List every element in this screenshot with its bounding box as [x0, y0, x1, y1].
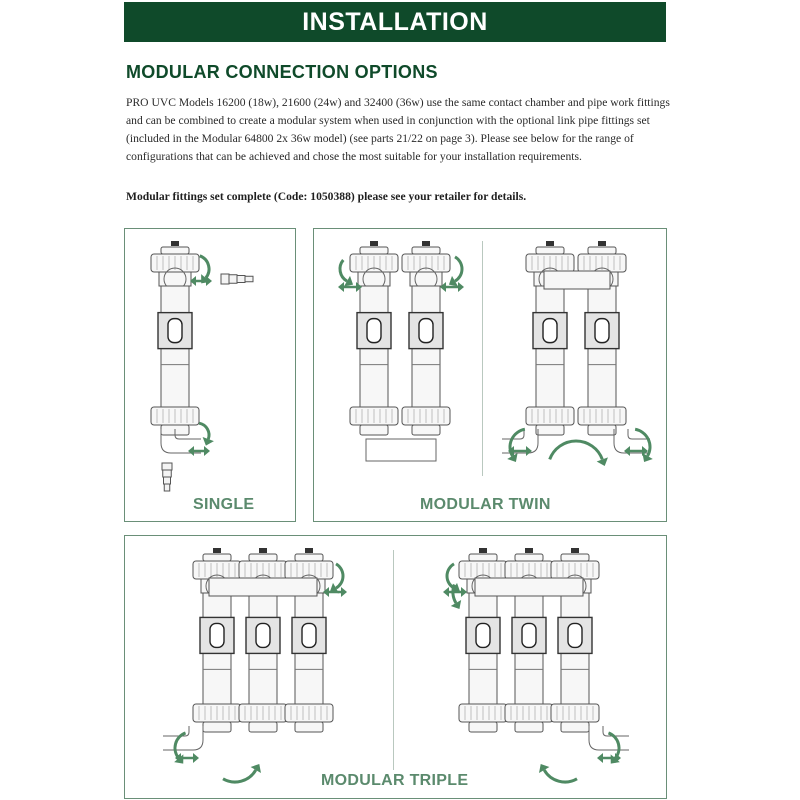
top-cap: [203, 554, 231, 561]
window-lens: [256, 623, 270, 647]
top-knob: [305, 548, 313, 553]
single-caption: SINGLE: [193, 496, 255, 513]
top-knob: [546, 241, 554, 246]
uv-unit: [239, 548, 287, 732]
page-title: INSTALLATION: [302, 7, 488, 36]
window-lens: [522, 623, 536, 647]
uv-unit: [578, 241, 626, 435]
base-cap: [515, 722, 543, 732]
top-link: [544, 271, 610, 289]
rotate-arrow-icon: [449, 257, 462, 286]
elbow-pipe: [502, 429, 538, 453]
twin-caption: MODULAR TWIN: [420, 496, 551, 513]
uv-unit: [193, 548, 241, 732]
window-lens: [210, 623, 224, 647]
single-unit-illustration: [125, 229, 295, 521]
hose-tail-icon: [221, 274, 253, 284]
base-cap: [469, 722, 497, 732]
base-cap: [203, 722, 231, 732]
base-cap: [412, 425, 440, 435]
uv-unit: [350, 241, 398, 435]
base-cap: [536, 425, 564, 435]
intro-paragraph: PRO UVC Models 16200 (18w), 21600 (24w) and 32400 (36w) use the same contact chamber and pipe work fittings and can be combined to create a modular system when used in conjunction with the optional link pipe fittings set (included in the Modular 64800 2x 36w model) (see parts 21/22 on page 3). Please see below for the range of configurations that can be achieved and chose the most suitable for your installation requirements.: [126, 96, 670, 163]
hose-tail-icon: [162, 463, 172, 491]
top-knob: [213, 548, 221, 553]
base-cap: [588, 425, 616, 435]
top-knob: [171, 241, 179, 246]
double-arrow-icon: [188, 446, 210, 456]
elbow-pipe: [589, 726, 629, 750]
single-panel: [124, 228, 296, 522]
top-cap: [295, 554, 323, 561]
triple-divider: [393, 550, 394, 770]
rotate-arrow-icon: [223, 764, 261, 782]
top-knob: [571, 548, 579, 553]
uv-unit: [151, 241, 199, 435]
rotate-arrow-icon: [507, 429, 525, 462]
fittings-note: Modular fittings set complete (Code: 1050388) please see your retailer for details.: [126, 190, 527, 203]
window-lens: [543, 319, 557, 343]
window-lens: [419, 319, 433, 343]
top-link: [209, 578, 317, 596]
top-knob: [479, 548, 487, 553]
uv-unit: [526, 241, 574, 435]
uv-unit: [551, 548, 599, 732]
top-cap: [360, 247, 388, 254]
window-lens: [476, 623, 490, 647]
triple-caption: MODULAR TRIPLE: [321, 772, 469, 789]
base-cap: [561, 722, 589, 732]
uv-unit: [402, 241, 450, 435]
rotate-arrow-icon: [199, 423, 214, 445]
top-cap: [561, 554, 589, 561]
top-cap: [249, 554, 277, 561]
top-knob: [525, 548, 533, 553]
window-lens: [168, 319, 182, 343]
top-knob: [598, 241, 606, 246]
base-cap: [295, 722, 323, 732]
window-lens: [568, 623, 582, 647]
top-cap: [412, 247, 440, 254]
window-lens: [302, 623, 316, 647]
top-cap: [536, 247, 564, 254]
twin-divider: [482, 241, 483, 476]
triple-panel: [124, 535, 667, 799]
bottom-link: [366, 439, 436, 461]
uv-unit: [285, 548, 333, 732]
top-cap: [469, 554, 497, 561]
rotate-arrow-icon: [635, 429, 653, 462]
top-cap: [161, 247, 189, 254]
uv-unit: [459, 548, 507, 732]
header-bar: [124, 2, 666, 42]
window-lens: [367, 319, 381, 343]
uv-unit: [505, 548, 553, 732]
twin-unit-illustration: [314, 229, 666, 521]
top-knob: [259, 548, 267, 553]
top-cap: [515, 554, 543, 561]
top-knob: [370, 241, 378, 246]
top-knob: [422, 241, 430, 246]
base-cap: [360, 425, 388, 435]
section-title: MODULAR CONNECTION OPTIONS: [126, 62, 438, 82]
top-link: [475, 578, 583, 596]
rotate-arrow-icon: [550, 441, 608, 466]
twin-panel: [313, 228, 667, 522]
window-lens: [595, 319, 609, 343]
rotate-arrow-icon: [539, 764, 577, 782]
base-cap: [249, 722, 277, 732]
triple-unit-illustration: [125, 536, 666, 798]
top-cap: [588, 247, 616, 254]
elbow-pipe: [163, 726, 203, 750]
